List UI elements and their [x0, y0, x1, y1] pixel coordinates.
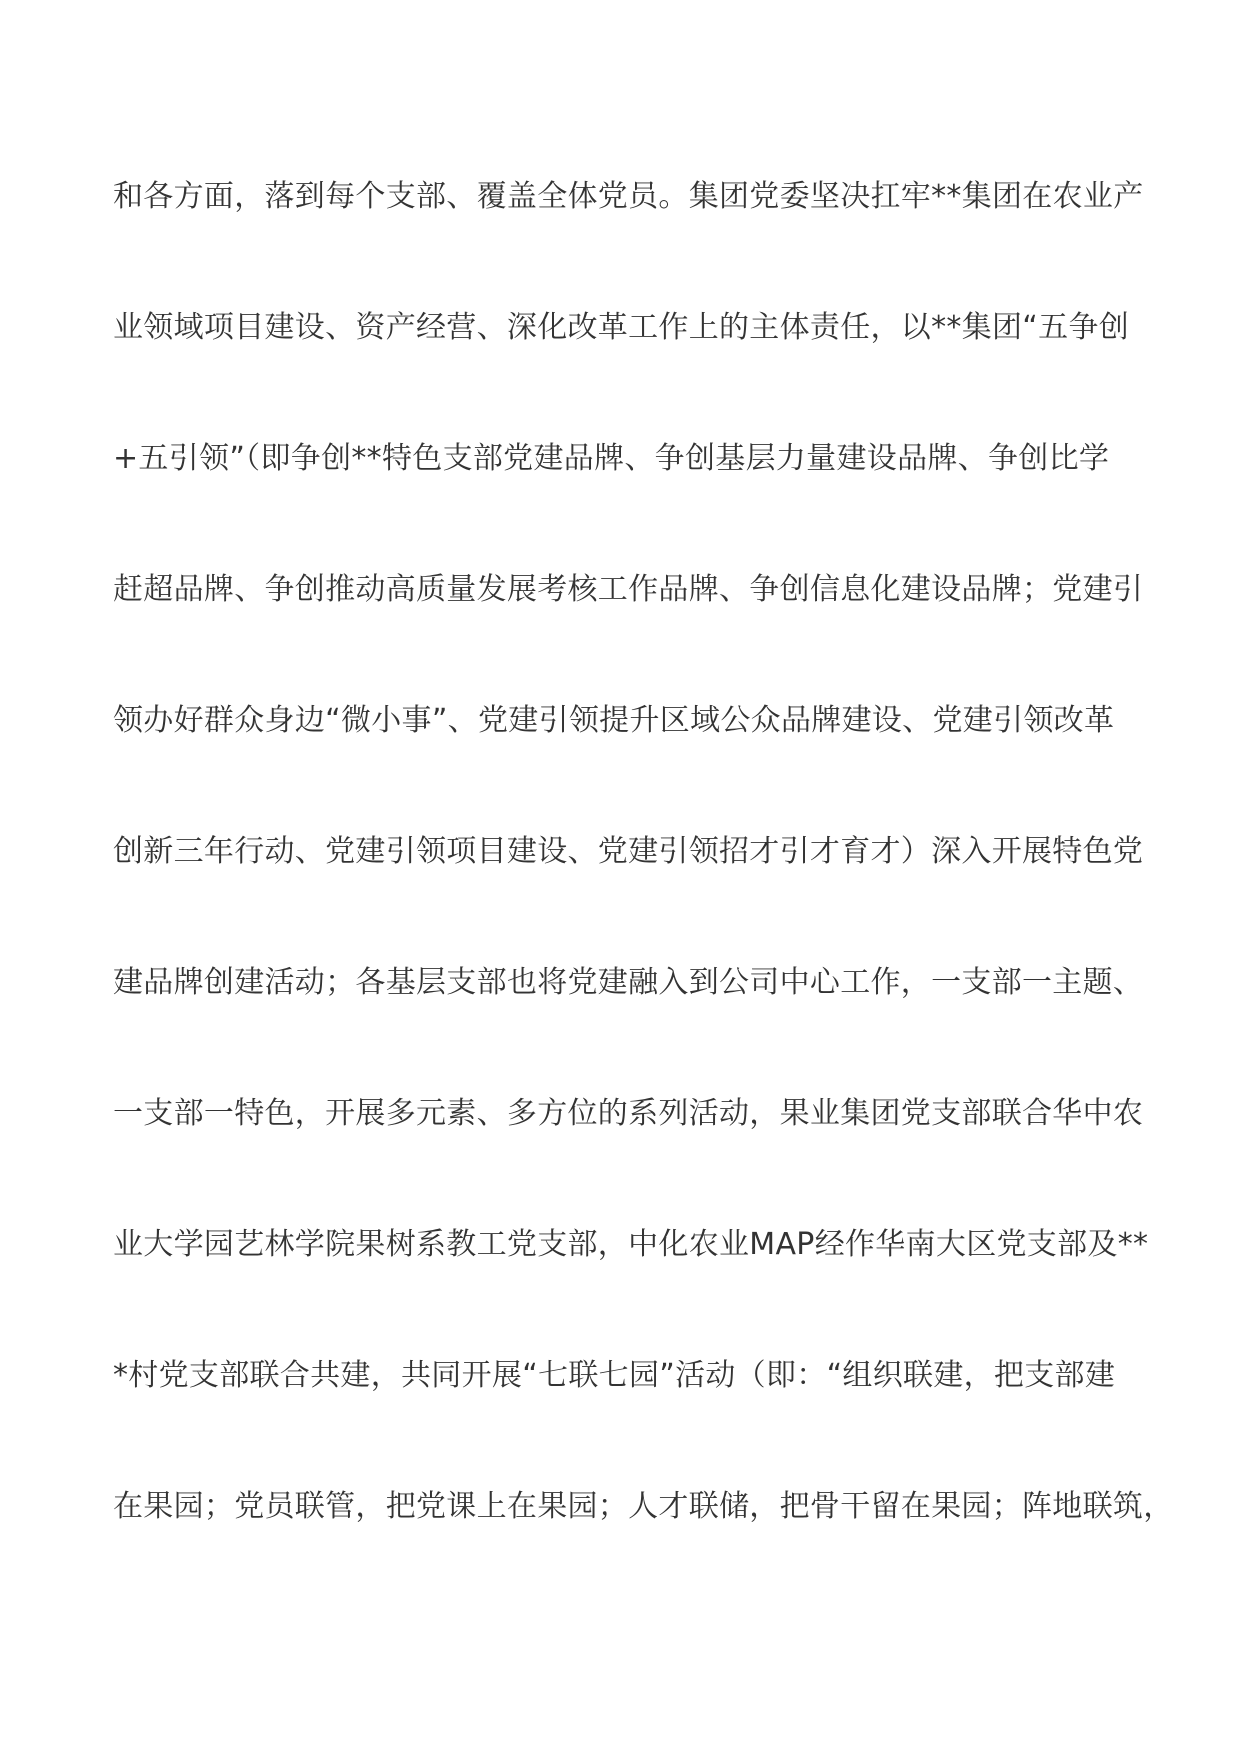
text-line: 领办好群众身边“微小事”、党建引领提升区域公众品牌建设、党建引领改革: [113, 703, 1115, 738]
body-paragraph: [113, 167, 1174, 1608]
text-line: 业大学园艺林学院果树系教工党支部，中化农业MAP经作华南大区党支部及**: [113, 1227, 1149, 1262]
text-line: *村党支部联合共建，共同开展“七联七园”活动（即：“组织联建，把支部建: [113, 1358, 1116, 1393]
text-line: 在果园；党员联管，把党课上在果园；人才联储，把骨干留在果园；阵地联筑，: [113, 1489, 1174, 1524]
text-line: +五引领”（即争创**特色支部党建品牌、争创基层力量建设品牌、争创比学: [113, 441, 1110, 476]
text-line: 建品牌创建活动；各基层支部也将党建融入到公司中心工作，一支部一主题、: [113, 965, 1144, 1000]
text-line: 赶超品牌、争创推动高质量发展考核工作品牌、争创信息化建设品牌；党建引: [113, 572, 1144, 607]
text-line: 和各方面，落到每个支部、覆盖全体党员。集团党委坚决扛牢**集团在农业产: [113, 179, 1144, 214]
text-line: 一支部一特色，开展多元素、多方位的系列活动，果业集团党支部联合华中农: [113, 1096, 1144, 1131]
text-line: 业领域项目建设、资产经营、深化改革工作上的主体责任，以**集团“五争创: [113, 310, 1130, 345]
text-line: 创新三年行动、党建引领项目建设、党建引领招才引才育才）深入开展特色党: [113, 834, 1144, 869]
